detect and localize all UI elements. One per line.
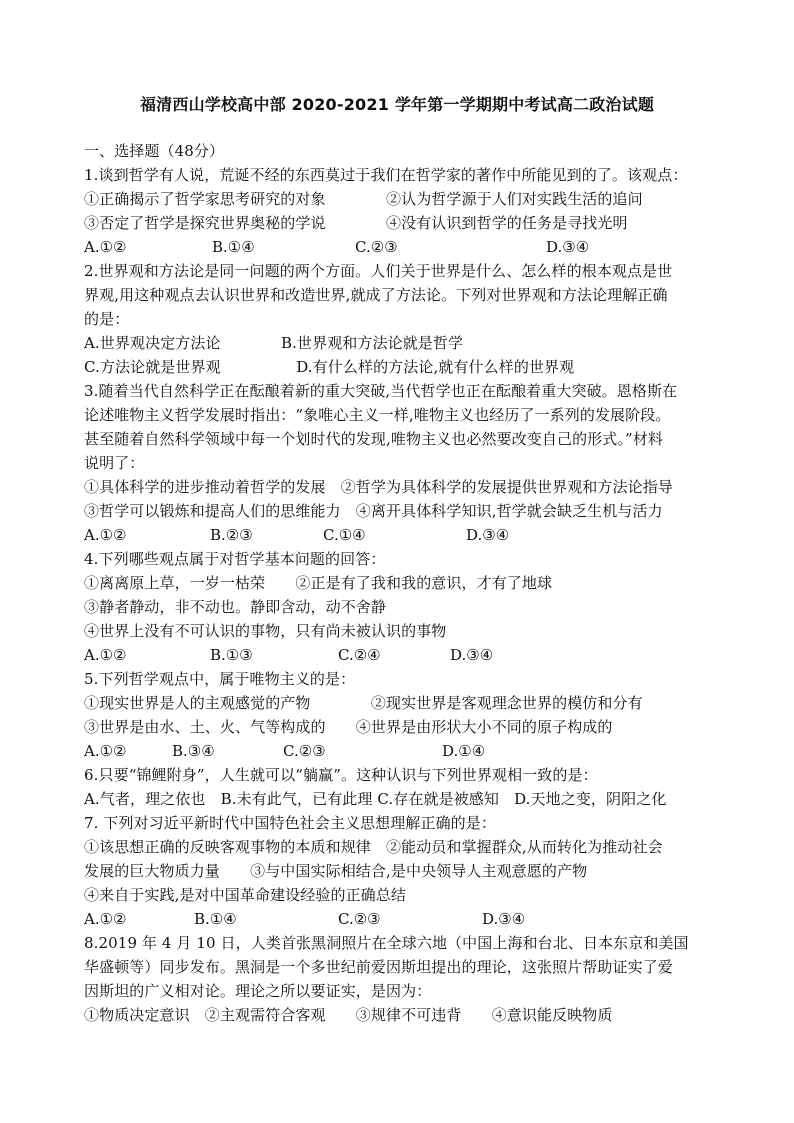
question-4-statement: ③静者静动，非不动也。静即含动，动不舍静 <box>84 598 387 616</box>
question-8-stem: 因斯坦的广义相对论。理论之所以要证实，是因为： <box>84 982 432 1000</box>
option-b: B.①③ <box>210 646 253 664</box>
question-4-options <box>84 645 724 665</box>
option-a: A.①② <box>84 742 127 760</box>
option-b: B.①④ <box>212 238 255 256</box>
option-a: A.①② <box>84 910 127 928</box>
option-d: D.③④ <box>482 910 526 928</box>
option-c: C.②③ <box>355 238 398 256</box>
question-7-options <box>84 909 724 929</box>
question-3-stem: 3.随着当代自然科学正在酝酿着新的重大突破,当代哲学也正在酝酿着重大突破。恩格斯在 <box>84 382 678 400</box>
question-1-options <box>84 237 724 257</box>
question-2-stem: 2.世界观和方法论是同一问题的两个方面。人们关于世界是什么、怎么样的根本观点是世 <box>84 262 673 280</box>
question-2-stem: 界观,用这种观点去认识世界和改造世界,就成了方法论。下列对世界观和方法论理解正确 <box>84 286 668 304</box>
question-4-stem: 4.下列哪些观点属于对哲学基本问题的回答： <box>84 550 386 568</box>
question-7-statement: 发展的巨大物质力量 ③与中国实际相结合,是中央领导人主观意愿的产物 <box>84 862 588 880</box>
question-4-statement: ④世界上没有不可认识的事物，只有尚未被认识的事物 <box>84 622 447 640</box>
option-a: A.①② <box>84 646 127 664</box>
option-c: C.①④ <box>323 526 366 544</box>
question-6-options: A.气者，理之依也 B.未有此气，已有此理 C.存在就是被感知 D.天地之变，阴阳之化 <box>84 790 667 808</box>
option-c: C.②③ <box>283 742 326 760</box>
option-b: B.①④ <box>194 910 237 928</box>
question-7-statement: ④来自于实践,是对中国革命建设经验的正确总结 <box>84 886 406 904</box>
question-8-stem: 8.2019 年 4 月 10 日，人类首张黑洞照片在全球六地（中国上海和台北、日本东京和美国 <box>84 934 689 952</box>
option-d: D.③④ <box>450 646 494 664</box>
question-1-stem: 1.谈到哲学有人说，荒诞不经的东西莫过于我们在哲学家的著作中所能见到的了。该观点： <box>84 166 688 184</box>
question-3-options <box>84 525 724 545</box>
question-3-stem: 说明了： <box>84 454 145 472</box>
option-d: D.①④ <box>442 742 486 760</box>
option-a: A.①② <box>84 238 127 256</box>
question-6-stem: 6.只要“锦鲤附身”，人生就可以“躺赢”。这种认识与下列世界观相一致的是： <box>84 766 598 784</box>
option-c: C.②④ <box>338 646 381 664</box>
question-5-stem: 5.下列哲学观点中，属于唯物主义的是： <box>84 670 356 688</box>
question-3-stem: 甚至随着自然科学领域中每一个划时代的发现,唯物主义也必然要改变自己的形式。”材料 <box>84 430 663 448</box>
option-b: B.③④ <box>172 742 215 760</box>
option-a: A.①② <box>84 526 127 544</box>
question-7-stem: 7. 下列对习近平新时代中国特色社会主义思想理解正确的是： <box>84 814 496 832</box>
question-5-options <box>84 741 724 761</box>
question-1-statement: ①正确揭示了哲学家思考研究的对象 ②认为哲学源于人们对实践生活的追问 <box>84 190 643 208</box>
question-3-statement: ①具体科学的进步推动着哲学的发展 ②哲学为具体科学的发展提供世界观和方法论指导 <box>84 478 673 496</box>
option-d: D.③④ <box>466 526 510 544</box>
option-d: D.③④ <box>546 238 590 256</box>
exam-title: 福清西山学校高中部 2020-2021 学年第一学期期中考试高二政治试题 <box>139 95 655 114</box>
question-5-statement: ③世界是由水、土、火、气等构成的 ④世界是由形状大小不同的原子构成的 <box>84 718 613 736</box>
question-3-statement: ③哲学可以锻炼和提高人们的思维能力 ④离开具体科学知识,哲学就会缺乏生机与活力 <box>84 502 663 520</box>
question-8-stem: 华盛顿等）同步发布。黑洞是一个多世纪前爱因斯坦提出的理论，这张照片帮助证实了爱 <box>84 958 673 976</box>
question-4-statement: ①离离原上草，一岁一枯荣 ②正是有了我和我的意识，才有了地球 <box>84 574 553 592</box>
question-5-statement: ①现实世界是人的主观感觉的产物 ②现实世界是客观理念世界的模仿和分有 <box>84 694 643 712</box>
question-1-statement: ③否定了哲学是探究世界奥秘的学说 ④没有认识到哲学的任务是寻找光明 <box>84 214 628 232</box>
question-2-options: C.方法论就是世界观 D.有什么样的方法论,就有什么样的世界观 <box>84 358 575 376</box>
option-c: C.②③ <box>338 910 381 928</box>
question-8-statement: ①物质决定意识 ②主观需符合客观 ③规律不可违背 ④意识能反映物质 <box>84 1006 613 1024</box>
question-2-stem: 的是： <box>84 310 130 328</box>
question-2-options: A.世界观决定方法论 B.世界观和方法论就是哲学 <box>84 334 464 352</box>
question-7-statement: ①该思想正确的反映客观事物的本质和规律 ②能动员和掌握群众,从而转化为推动社会 <box>84 838 663 856</box>
option-b: B.②③ <box>210 526 253 544</box>
question-3-stem: 论述唯物主义哲学发展时指出：“象唯心主义一样,唯物主义也经历了一系列的发展阶段。 <box>84 406 671 424</box>
section-heading: 一、选择题（48分） <box>84 142 225 160</box>
